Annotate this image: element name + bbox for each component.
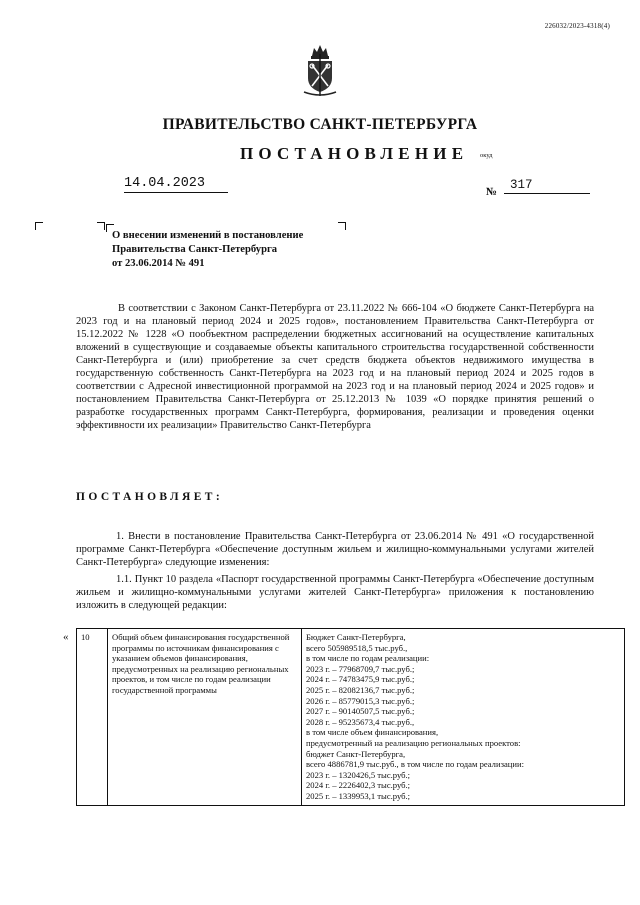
coat-of-arms-icon	[300, 42, 340, 98]
government-name: ПРАВИТЕЛЬСТВО САНКТ-ПЕТЕРБУРГА	[162, 116, 478, 133]
corner-mark	[35, 222, 43, 230]
value-line: всего 505989518,5 тыс.руб.,	[306, 642, 408, 653]
value-line: бюджет Санкт-Петербурга,	[306, 748, 406, 759]
corner-mark	[97, 222, 105, 230]
document-code: 226032/2023-4318(4)	[544, 22, 610, 30]
preamble-paragraph: В соответствии с Законом Санкт-Петербурга от 23.11.2022 № 666-104 «О бюджете Санкт-Петербурга на 2023 год и на плановый период 2024 и 2025 годов», постановлением Правительства Санкт-Петербурга от 15.12.2022 № 1228 «О пообъектном распределении бюджетных ассигнований на осуществление капитальных вложений в существующие и создаваемые объекты капитального строительства государственной собственности Санкт-Петербурга и (или) приобретение за счет средств бюджета объектов недвижимого имущества в государственную собственность Санкт-Петербурга на 2023 год и на плановый период 2024 и 2025 годов в соответствии с Адресной инвестиционной программой на 2023 год и на плановый период 2024 и 2025 годов» и постановлением Правительства Санкт-Петербурга от 25.12.2013 № 1039 «О порядке принятия решений о разработке государственных программ Санкт-Петербурга, формирования, реализации и проведения оценки эффективности их реализации» Правительство Санкт-Петербурга	[76, 303, 594, 431]
okud-label: окуд	[480, 152, 493, 159]
subject-line: от 23.06.2014 № 491	[112, 258, 205, 269]
value-line: 2024 г. – 74783475,9 тыс.руб.;	[306, 674, 415, 685]
value-line: 2027 г. – 90140507,5 тыс.руб.;	[306, 706, 415, 717]
number-label: №	[486, 186, 498, 198]
value-line: 2023 г. – 1320426,5 тыс.руб.;	[306, 769, 411, 780]
value-line: 2024 г. – 2226402,3 тыс.руб.;	[306, 780, 411, 791]
value-line: в том числе по годам реализации:	[306, 653, 430, 664]
opening-quote: «	[63, 631, 69, 643]
value-line: 2026 г. – 85779015,3 тыс.руб.;	[306, 695, 415, 706]
document-date: 14.04.2023	[124, 176, 228, 193]
row-name-cell: Общий объем финансирования государственной программы по источникам финансирования с указанием объемов финансирования, предусмотренных на реализацию региональных проектов, и том числе по годам реализации государственной программы	[108, 629, 302, 806]
value-line: 2028 г. – 95235673,4 тыс.руб.,	[306, 716, 415, 727]
subject-line: О внесении изменений в постановление	[112, 230, 304, 241]
decree-word: ПОСТАНОВЛЯЕТ:	[76, 491, 224, 503]
passport-table	[76, 628, 625, 806]
table-row	[77, 629, 625, 806]
document-subject	[112, 229, 303, 271]
value-line: 2023 г. – 77968709,7 тыс.руб.;	[306, 663, 415, 674]
clause-1-1: 1.1. Пункт 10 раздела «Паспорт государственной программы Санкт-Петербурга «Обеспечение доступным жильем и жилищно-коммунальными услугами жителей Санкт-Петербурга» приложения к постановлению изложить в следующей редакции:	[76, 574, 594, 611]
value-line: всего 4886781,9 тыс.руб., в том числе по годам реализации:	[306, 759, 524, 770]
clause-1: 1. Внести в постановление Правительства Санкт-Петербурга от 23.06.2014 № 491 «О государственной программе Санкт-Петербурга «Обеспечение доступным жильем и жилищно-коммунальными услугами жителей Санкт-Петербурга» следующие изменения:	[76, 531, 594, 568]
row-value-cell	[302, 629, 625, 806]
value-line: Бюджет Санкт-Петербурга,	[306, 632, 406, 642]
document-number: 317	[504, 178, 590, 194]
subject-line: Правительства Санкт-Петербурга	[112, 244, 278, 255]
row-number-cell: 10	[77, 629, 108, 806]
corner-mark	[338, 222, 346, 230]
value-line: 2025 г. – 1339953,1 тыс.руб.;	[306, 790, 411, 801]
value-line: в том числе объем финансирования,	[306, 727, 439, 738]
document-type: ПОСТАНОВЛЕНИЕ	[240, 144, 469, 163]
value-line: предусмотренный на реализацию региональных проектов:	[306, 737, 521, 748]
value-line: 2025 г. – 82082136,7 тыс.руб.;	[306, 684, 415, 695]
